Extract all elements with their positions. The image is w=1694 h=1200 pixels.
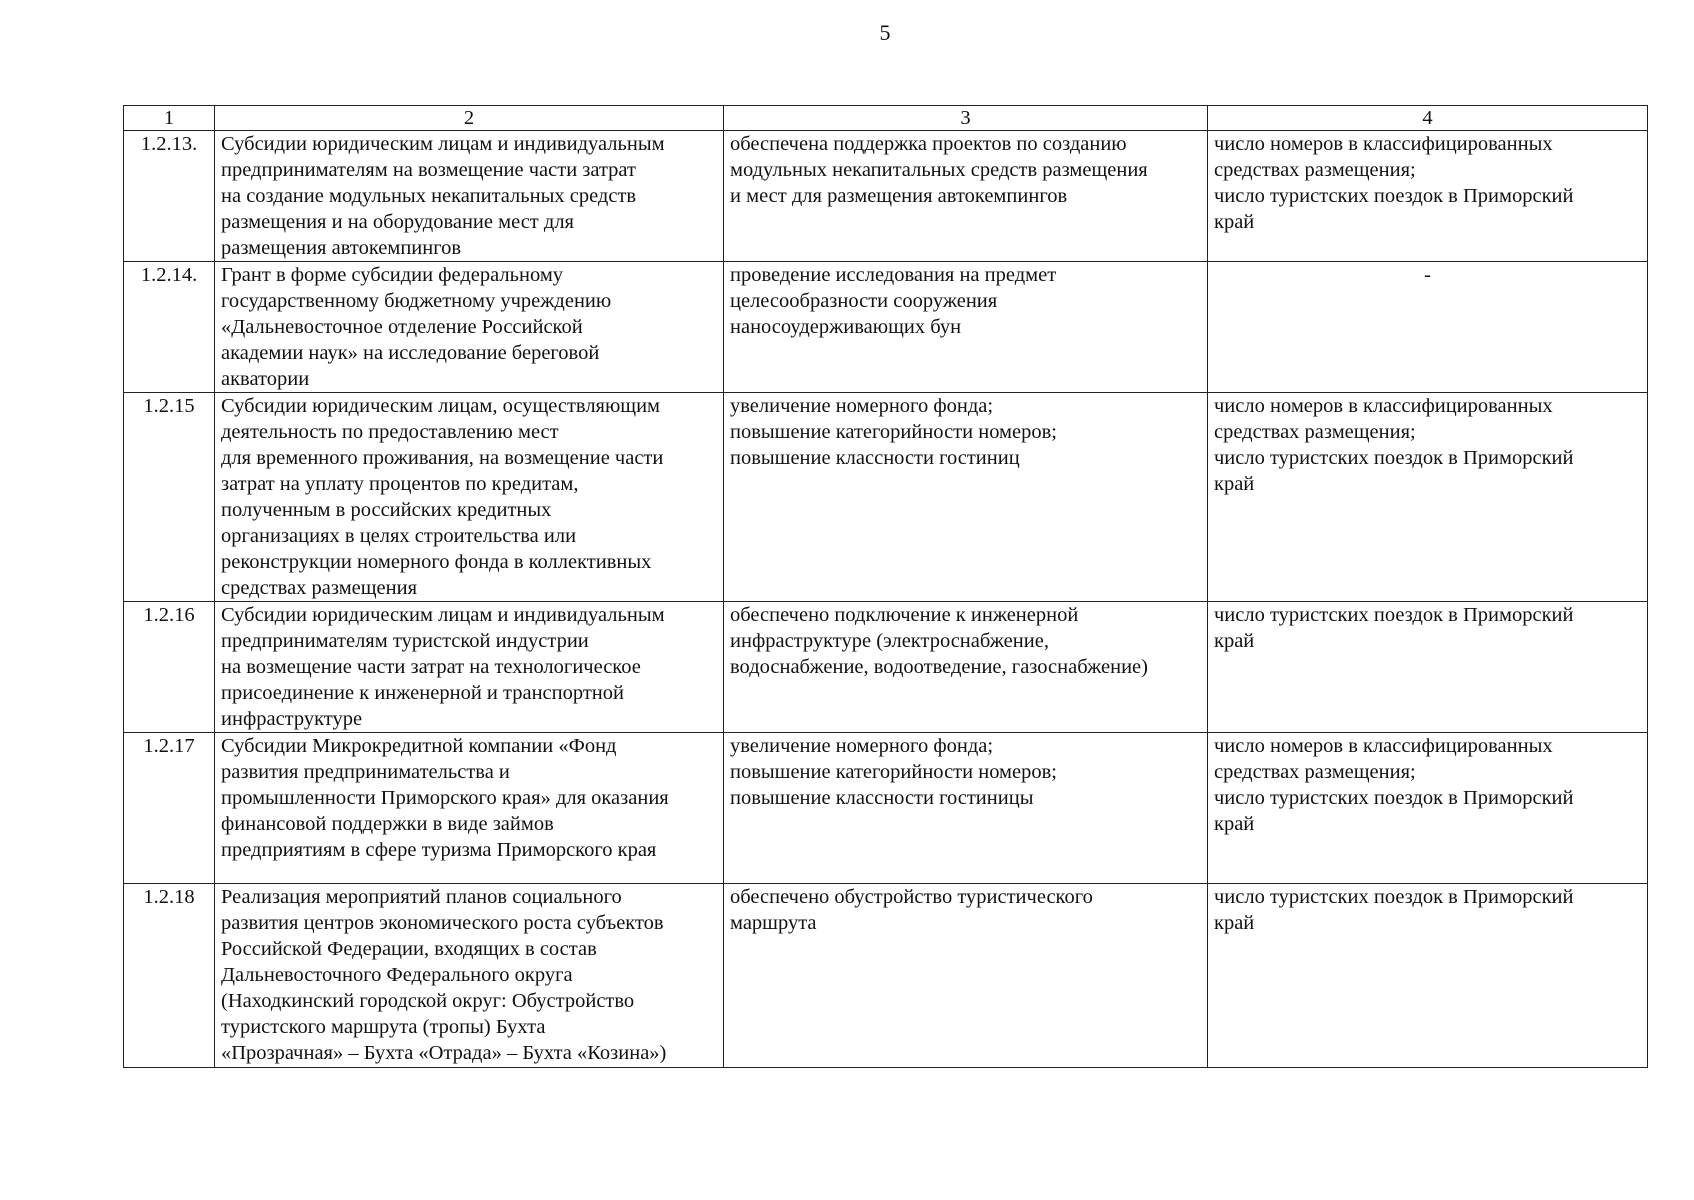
indicator-cell-line: число номеров в классифицированных	[1214, 133, 1553, 155]
description-cell	[215, 884, 724, 1068]
description-cell-line: туристского маршрута (тропы) Бухта	[221, 1016, 546, 1038]
column-header-2: 2	[215, 106, 724, 131]
description-cell-line: на возмещение части затрат на технологическое	[221, 656, 641, 678]
description-cell	[215, 393, 724, 602]
indicator-cell	[1208, 393, 1648, 602]
indicator-cell-line: число туристских поездок в Приморский	[1214, 447, 1574, 469]
indicator-cell-line: число туристских поездок в Приморский	[1214, 185, 1574, 207]
column-header-4: 4	[1208, 106, 1648, 131]
description-cell-line: средствах размещения	[221, 577, 418, 599]
description-cell-line: (Находкинский городской округ: Обустройство	[221, 990, 635, 1012]
description-cell-line: размещения и на оборудование мест для	[221, 211, 574, 233]
indicator-cell-line: край	[1214, 630, 1255, 652]
indicator-cell-line: средствах размещения;	[1214, 761, 1416, 783]
result-cell-line: и мест для размещения автокемпингов	[730, 185, 1068, 207]
indicator-cell	[1208, 131, 1648, 262]
description-cell-line: промышленности Приморского края» для оказания	[221, 787, 669, 809]
result-cell-line: наносоудерживающих бун	[730, 316, 962, 338]
row-number: 1.2.17	[124, 733, 215, 884]
measures-table	[123, 105, 1648, 1068]
description-cell-line: Реализация мероприятий планов социального	[221, 886, 622, 908]
result-cell	[724, 884, 1208, 1068]
result-cell-line: водоснабжение, водоотведение, газоснабжение)	[730, 656, 1148, 678]
description-cell-line: финансовой поддержки в виде займов	[221, 813, 554, 835]
result-cell-line: обеспечена поддержка проектов по созданию	[730, 133, 1127, 155]
indicator-cell	[1208, 733, 1648, 884]
indicator-cell-line: число туристских поездок в Приморский	[1214, 604, 1574, 626]
result-cell-line: маршрута	[730, 912, 817, 934]
description-cell-line: Субсидии Микрокредитной компании «Фонд	[221, 735, 617, 757]
result-cell	[724, 393, 1208, 602]
description-cell-line: инфраструктуре	[221, 708, 363, 730]
table-row	[124, 393, 1648, 602]
description-cell-line: для временного проживания, на возмещение части	[221, 447, 664, 469]
description-cell-line: предпринимателям туристской индустрии	[221, 630, 589, 652]
description-cell-line: реконструкции номерного фонда в коллективных	[221, 551, 652, 573]
row-number: 1.2.14.	[124, 262, 215, 393]
column-header-3: 3	[724, 106, 1208, 131]
result-cell-line: повышение категорийности номеров;	[730, 761, 1057, 783]
result-cell-line: повышение категорийности номеров;	[730, 421, 1057, 443]
description-cell-line: предприятиям в сфере туризма Приморского края	[221, 839, 657, 861]
table-row	[124, 733, 1648, 884]
description-cell-line: деятельность по предоставлению мест	[221, 421, 559, 443]
indicator-cell	[1208, 602, 1648, 733]
result-cell-line: увеличение номерного фонда;	[730, 395, 994, 417]
description-cell-line: развития предпринимательства и	[221, 761, 510, 783]
description-cell-line: Дальневосточного Федерального округа	[221, 964, 573, 986]
result-cell-line: увеличение номерного фонда;	[730, 735, 994, 757]
page-number: 5	[879, 20, 891, 45]
description-cell	[215, 602, 724, 733]
result-cell-line: повышение классности гостиницы	[730, 787, 1034, 809]
description-cell-line: размещения автокемпингов	[221, 237, 462, 259]
result-cell	[724, 262, 1208, 393]
description-cell-line: Субсидии юридическим лицам и индивидуальным	[221, 133, 665, 155]
table-header-row	[124, 106, 1648, 131]
table-body	[124, 131, 1648, 1068]
indicator-cell-line: средствах размещения;	[1214, 421, 1416, 443]
description-cell-line: государственному бюджетному учреждению	[221, 290, 612, 312]
indicator-cell	[1208, 884, 1648, 1068]
indicator-cell-line: число номеров в классифицированных	[1214, 735, 1553, 757]
table-row	[124, 131, 1648, 262]
result-cell-line: повышение классности гостиниц	[730, 447, 1020, 469]
description-cell-line: затрат на уплату процентов по кредитам,	[221, 473, 579, 495]
description-cell-line: Субсидии юридическим лицам, осуществляющим	[221, 395, 661, 417]
description-cell-line: полученным в российских кредитных	[221, 499, 552, 521]
indicator-cell-line: средствах размещения;	[1214, 159, 1416, 181]
result-cell-line: инфраструктуре (электроснабжение,	[730, 630, 1049, 652]
indicator-cell-line: -	[1424, 264, 1431, 286]
description-cell-line: акватории	[221, 368, 310, 390]
description-cell-line: организациях в целях строительства или	[221, 525, 577, 547]
description-cell-line: на создание модульных некапитальных средств	[221, 185, 637, 207]
row-number: 1.2.15	[124, 393, 215, 602]
result-cell-line: проведение исследования на предмет	[730, 264, 1057, 286]
table-row	[124, 602, 1648, 733]
result-cell	[724, 733, 1208, 884]
table-row	[124, 262, 1648, 393]
result-cell	[724, 131, 1208, 262]
column-header-1: 1	[124, 106, 215, 131]
description-cell	[215, 733, 724, 884]
indicator-cell-line: край	[1214, 473, 1255, 495]
description-cell	[215, 262, 724, 393]
indicator-cell-line: край	[1214, 912, 1255, 934]
indicator-cell-line: число туристских поездок в Приморский	[1214, 886, 1574, 908]
description-cell-line: Субсидии юридическим лицам и индивидуальным	[221, 604, 665, 626]
description-cell-line: предпринимателям на возмещение части затрат	[221, 159, 636, 181]
indicator-cell-line: число туристских поездок в Приморский	[1214, 787, 1574, 809]
indicator-cell	[1208, 262, 1648, 393]
description-cell-line: академии наук» на исследование береговой	[221, 342, 600, 364]
indicator-cell-line: край	[1214, 211, 1255, 233]
result-cell-line: модульных некапитальных средств размещения	[730, 159, 1148, 181]
result-cell-line: обеспечено подключение к инженерной	[730, 604, 1079, 626]
description-cell-line: развития центров экономического роста субъектов	[221, 912, 664, 934]
description-cell-line: присоединение к инженерной и транспортной	[221, 682, 624, 704]
result-cell-line: обеспечено обустройство туристического	[730, 886, 1093, 908]
row-number: 1.2.18	[124, 884, 215, 1068]
description-cell-line: Грант в форме субсидии федеральному	[221, 264, 564, 286]
description-cell	[215, 131, 724, 262]
row-number: 1.2.16	[124, 602, 215, 733]
result-cell	[724, 602, 1208, 733]
row-number: 1.2.13.	[124, 131, 215, 262]
description-cell-line: «Дальневосточное отделение Российской	[221, 316, 583, 338]
table-row	[124, 884, 1648, 1068]
description-cell-line: «Прозрачная» – Бухта «Отрада» – Бухта «Козина»)	[221, 1042, 667, 1064]
description-cell-line: Российской Федерации, входящих в состав	[221, 938, 597, 960]
indicator-cell-line: число номеров в классифицированных	[1214, 395, 1553, 417]
result-cell-line: целесообразности сооружения	[730, 290, 998, 312]
indicator-cell-line: край	[1214, 813, 1255, 835]
